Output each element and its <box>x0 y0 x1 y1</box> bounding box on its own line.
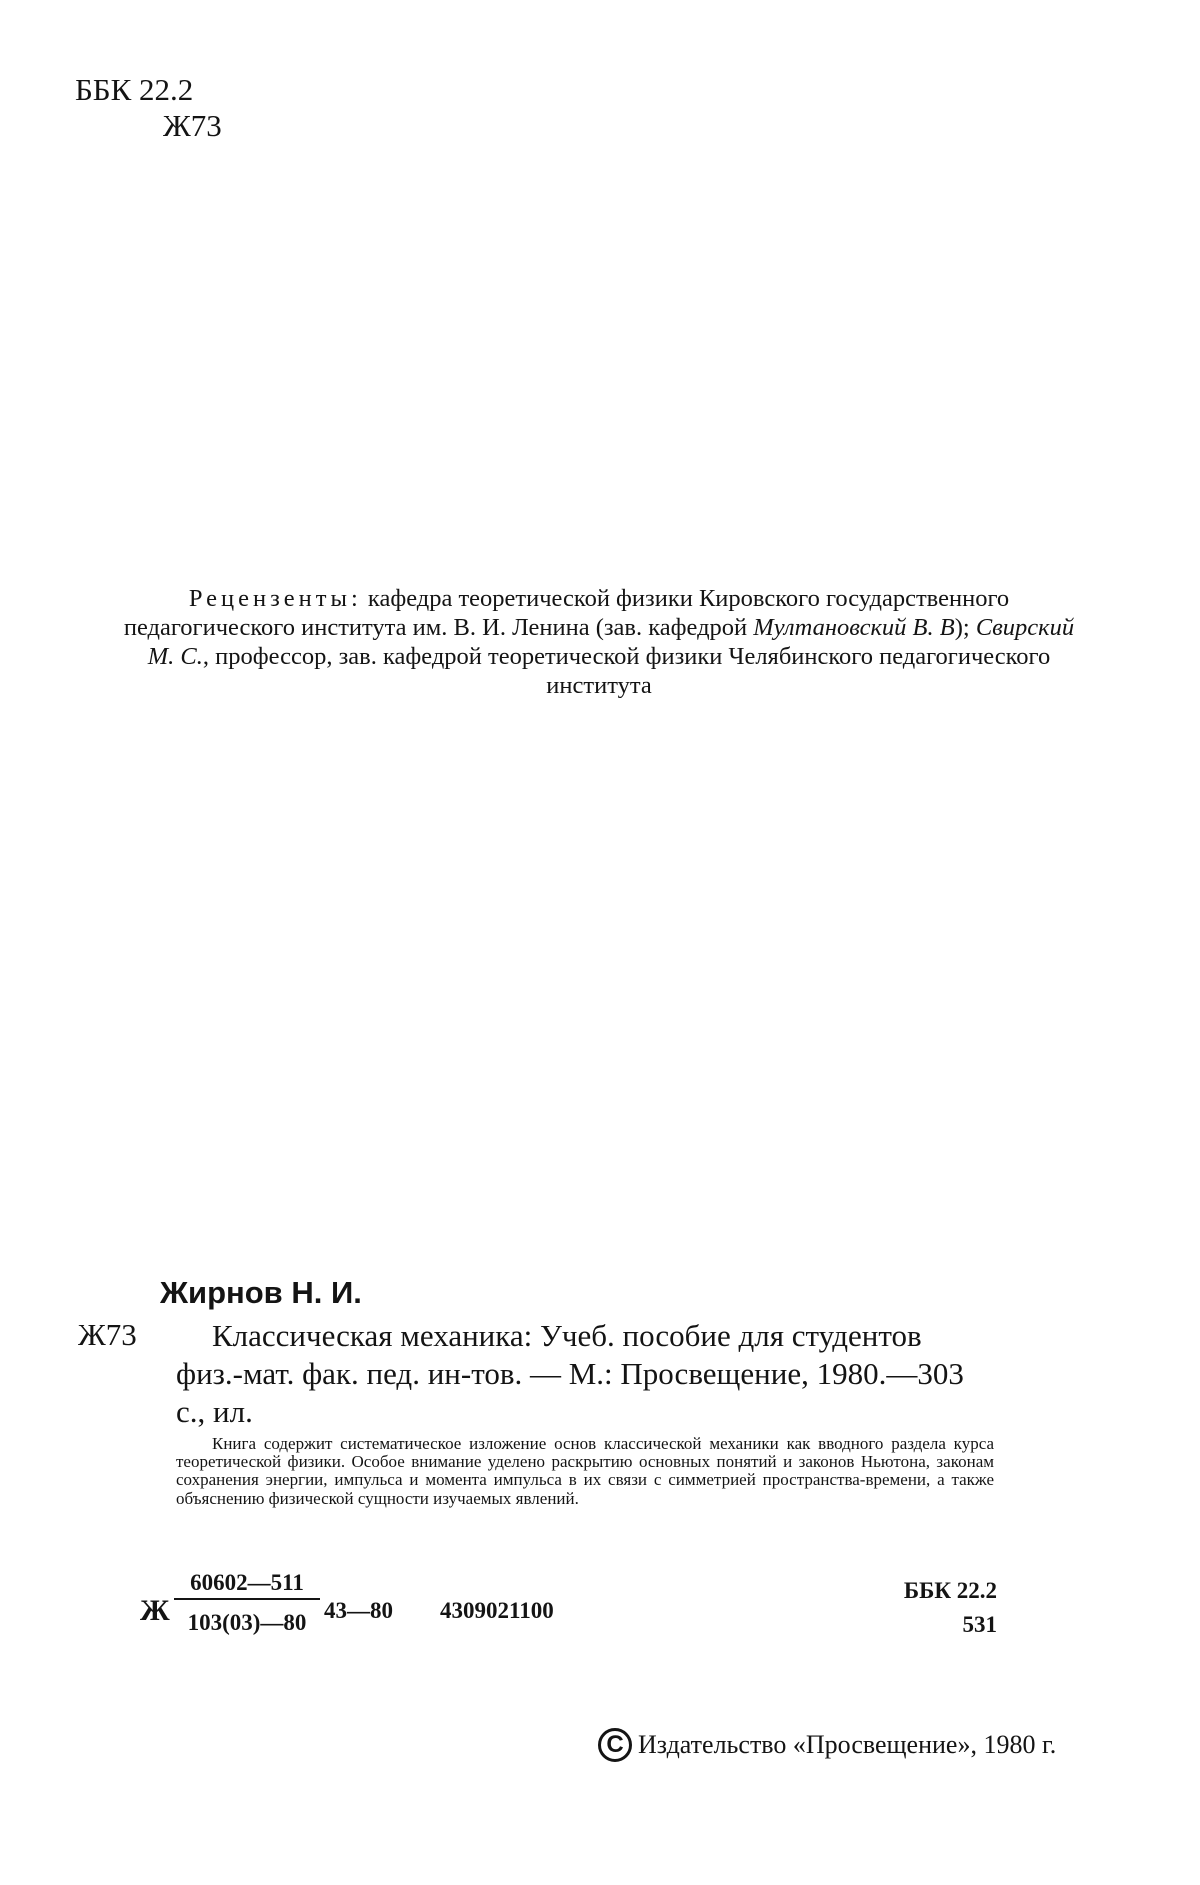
reviewers-label: Рецензенты: <box>188 585 362 612</box>
entry-code: Ж73 <box>78 1317 137 1352</box>
author-name: Жирнов Н. И. <box>160 1275 362 1310</box>
reviewers-text-1: кафедра теоретической физики Кировского государственного педагогического института им. В. И. Ленина (зав. кафедрой <box>123 585 1010 641</box>
index-denominator: 103(03)—80 <box>187 1610 307 1635</box>
bbk-bottom-code: ББК 22.2 <box>903 1578 997 1603</box>
author-mark: Ж73 <box>163 108 222 143</box>
bibliographic-title <box>176 1317 996 1431</box>
copyright-line <box>598 1728 1056 1762</box>
copyright-text: Издательство «Просвещение», 1980 г. <box>638 1730 1057 1759</box>
classification-block <box>75 72 222 144</box>
abstract-text: Книга содержит систематическое изложение основ классической механики как вводного раздела курса теоретической физики. Особое внимание уделено раскрытию основных понятий и законов Ньютона, законам сохранения энергии, импульса и момента импульса в их связи с симметрией пространства-времени, а также объяснению физической сущности изучаемых явлений. <box>176 1434 994 1508</box>
bbk-bottom-block <box>872 1574 997 1642</box>
index-code: 4309021100 <box>440 1598 554 1623</box>
reviewers-text-2: ); <box>954 614 976 641</box>
reviewers-text-3: , профессор, зав. кафедрой теоретической физики Челябинского педагогического института <box>202 643 1051 699</box>
bbk-bottom-sub: 531 <box>962 1612 997 1637</box>
index-numerator: 60602—511 <box>174 1570 320 1600</box>
bbk-code: ББК 22.2 <box>75 72 194 107</box>
reviewer-person-2: Свирский М. С. <box>147 614 1075 670</box>
reviewers-block <box>120 584 1078 700</box>
reviewer-head-1: Мултановский В. В <box>753 614 955 641</box>
index-letter: Ж <box>140 1594 170 1627</box>
title-text: Классическая механика: Учеб. пособие для студентов физ.-мат. фак. пед. ин-тов. — М.: Просвещение, 1980.—303 с., ил. <box>176 1318 964 1429</box>
copyright-icon: С <box>598 1728 632 1762</box>
index-middle: 43—80 <box>324 1598 393 1623</box>
index-fraction <box>174 1570 320 1636</box>
